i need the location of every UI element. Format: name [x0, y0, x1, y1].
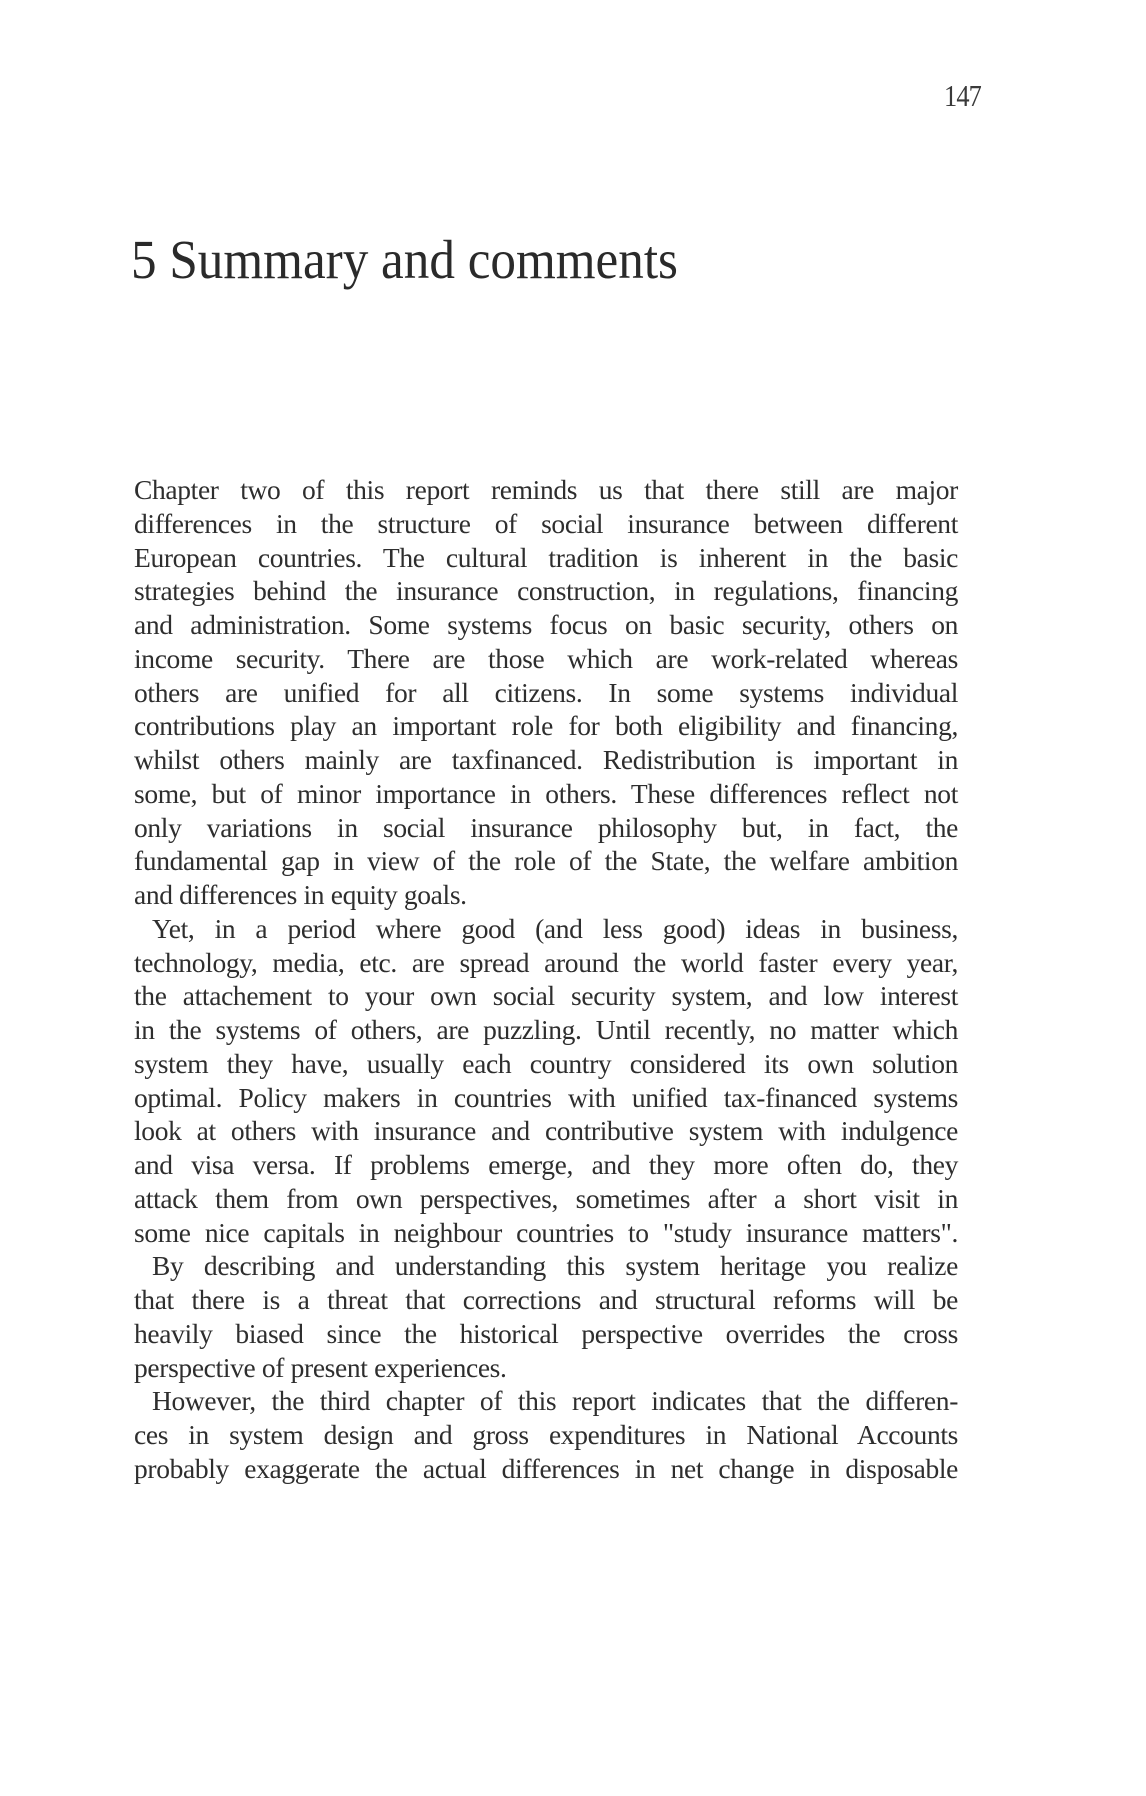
text-line: European countries. The cultural tradition is inherent in the basic — [134, 541, 958, 573]
text-line: the attachement to your own social security system, and low interest — [134, 980, 958, 1012]
text-line: fundamental gap in view of the role of the State, the welfare ambition — [134, 845, 958, 877]
body-text — [134, 473, 958, 1486]
text-line: heavily biased since the historical perspective overrides the cross — [134, 1317, 958, 1349]
text-line: and visa versa. If problems emerge, and they more often do, they — [134, 1149, 958, 1180]
text-line: that there is a threat that corrections and structural reforms will be — [134, 1284, 958, 1315]
text-line: whilst others mainly are taxfinanced. Redistribution is important in — [134, 744, 958, 775]
paragraph — [134, 912, 958, 1250]
text-line: and differences in equity goals. — [134, 879, 467, 910]
chapter-title: 5 Summary and comments — [131, 229, 678, 290]
text-line: system they have, usually each country considered its own solution — [134, 1047, 958, 1079]
text-line: probably exaggerate the actual differences in net change in disposable — [134, 1452, 958, 1484]
text-line: attack them from own perspectives, sometimes after a short visit in — [134, 1182, 958, 1214]
text-line: look at others with insurance and contributive system with indulgence — [134, 1115, 958, 1147]
text-line: ces in system design and gross expenditures in National Accounts — [134, 1419, 958, 1450]
text-line: only variations in social insurance philosophy but, in fact, the — [134, 811, 958, 843]
text-line: some nice capitals in neighbour countries to "study insurance matters". — [134, 1216, 958, 1248]
text-line: others are unified for all citizens. In some systems individual — [134, 676, 958, 708]
text-line: and administration. Some systems focus on basic security, others on — [134, 609, 958, 640]
text-line: However, the third chapter of this report indicates that the differen- — [152, 1385, 958, 1417]
paragraph — [134, 473, 958, 912]
paragraph — [134, 1249, 958, 1384]
text-line: Yet, in a period where good (and less good) ideas in business, — [152, 912, 958, 944]
text-line: in the systems of others, are puzzling. Until recently, no matter which — [134, 1014, 958, 1045]
text-line: strategies behind the insurance construction, in regulations, financing — [134, 575, 958, 607]
text-line: technology, media, etc. are spread around the world faster every year, — [134, 946, 958, 978]
text-line: optimal. Policy makers in countries with unified tax-financed systems — [134, 1081, 958, 1113]
paragraph — [134, 1384, 958, 1485]
text-line: contributions play an important role for both eligibility and financing, — [134, 710, 958, 742]
page-number: 147 — [944, 78, 981, 113]
text-line: differences in the structure of social insurance between different — [134, 507, 958, 539]
text-line: some, but of minor importance in others. These differences reflect not — [134, 777, 958, 809]
text-line: perspective of present experiences. — [134, 1351, 507, 1383]
text-line: Chapter two of this report reminds us that there still are major — [134, 474, 958, 505]
text-line: By describing and understanding this system heritage you realize — [152, 1250, 958, 1282]
text-line: income security. There are those which are work-related whereas — [134, 642, 958, 674]
